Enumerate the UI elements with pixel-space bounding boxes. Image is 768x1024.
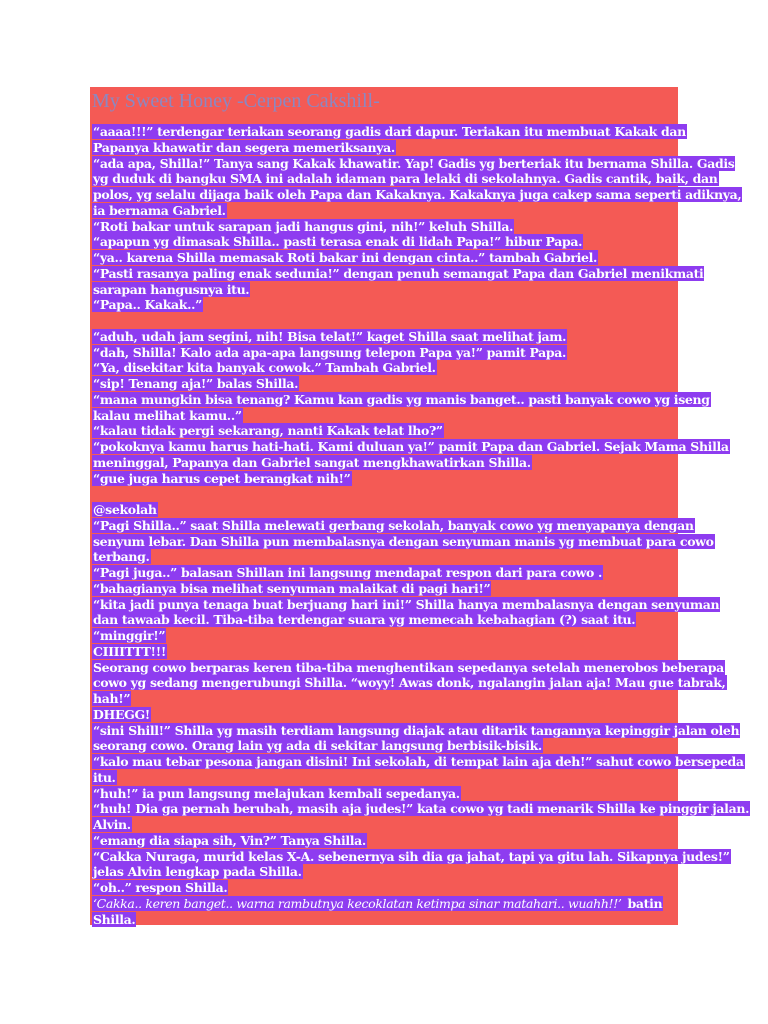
story-line <box>92 580 676 596</box>
story-line <box>92 722 740 738</box>
highlighted-text: senyum lebar. Dan Shilla pun membalasnya dengan senyuman manis yg membuat para cowo <box>93 533 714 549</box>
highlighted-text: “oh..” respon Shilla. <box>93 880 228 895</box>
paragraph-gap <box>92 485 676 501</box>
story-line <box>92 296 676 312</box>
story-line <box>92 218 676 234</box>
story-line <box>92 375 676 391</box>
highlighted-text: “mana mungkin bisa tenang? Kamu kan gadis yg manis banget.. pasti banyak cowo yg iseng <box>93 391 710 407</box>
highlighted-text: dan tawaab kecil. Tiba-tiba terdengar suara yg memecah kebahagian (?) saat itu. <box>93 612 636 628</box>
highlighted-text: “kita jadi punya tenaga buat berjuang hari ini!” Shilla hanya membalasnya dengan senyuman <box>93 596 720 612</box>
story-title: My Sweet Honey -Cerpen Cakshill- <box>92 90 380 112</box>
highlighted-text: itu. <box>93 769 116 785</box>
highlighted-text: “Pagi Shilla..” saat Shilla melewati gerbang sekolah, banyak cowo yg menyapanya dengan <box>93 517 694 533</box>
highlighted-text: “Papa.. Kakak..” <box>93 297 202 313</box>
highlighted-text: “aduh, udah jam segini, nih! Bisa telat!” kaget Shilla saat melihat jam. <box>93 328 567 344</box>
story-body <box>92 123 750 927</box>
story-line <box>92 863 676 879</box>
highlighted-text: cowo yg sedang mengerubungi Shilla. “woyy! Awas donk, ngalangin jalan aja! Mau gue tabrak, <box>93 675 726 691</box>
story-line <box>92 548 676 564</box>
highlighted-text: “apapun yg dimasak Shilla.. pasti terasa enak di lidah Papa!” hibur Papa. <box>93 234 583 250</box>
story-line <box>92 879 676 895</box>
thought-attribution: batin <box>623 895 663 911</box>
highlighted-text: “ada apa, Shilla!” Tanya sang Kakak khawatir. Yap! Gadis yg berteriak itu bernama Shilla. Gadis <box>93 155 735 171</box>
story-line <box>92 501 676 517</box>
highlighted-text: DHEGG! <box>93 706 150 722</box>
story-line <box>92 737 676 753</box>
story-line <box>92 344 676 360</box>
highlighted-text: “emang dia siapa sih, Vin?” Tanya Shilla. <box>93 832 366 848</box>
highlighted-text: “pokoknya kamu harus hati-hati. Kami duluan ya!” pamit Papa dan Gabriel. Sejak Mama Shilla <box>93 439 729 454</box>
story-line <box>92 769 676 785</box>
highlighted-text: Seorang cowo berparas keren tiba-tiba menghentikan sepedanya setelah menerobos beberapa <box>93 659 724 675</box>
highlighted-text: meninggal, Papanya dan Gabriel sangat mengkhawatirkan Shilla. <box>93 454 531 470</box>
highlighted-text: terbang. <box>93 549 150 565</box>
story-line <box>92 233 676 249</box>
story-line <box>92 533 714 549</box>
highlighted-text: “aaaa!!!” terdengar teriakan seorang gadis dari dapur. Teriakan itu membuat Kakak dan <box>93 124 686 139</box>
highlighted-text: “sini Shill!” Shilla yg masih terdiam langsung diajak atau ditarik tangannya kepinggir jalan oleh <box>93 722 740 738</box>
story-line <box>92 186 742 202</box>
highlighted-text: jelas Alvin lengkap pada Shilla. <box>93 864 302 880</box>
highlighted-text: “sip! Tenang aja!” balas Shilla. <box>93 376 299 391</box>
story-line <box>92 611 676 627</box>
highlighted-text: “huh! Dia ga pernah berubah, masih aja judes!” kata cowo yg tadi menarik Shilla ke pinggir jalan. <box>93 801 750 817</box>
paragraph-gap <box>92 312 676 328</box>
highlighted-text: “Pasti rasanya paling enak sedunia!” dengan penuh semangat Papa dan Gabriel menikmati <box>93 265 704 281</box>
story-line-thought <box>92 895 676 911</box>
story-line <box>92 281 676 297</box>
story-line <box>92 438 729 454</box>
highlighted-text: “dah, Shilla! Kalo ada apa-apa langsung telepon Papa ya!” pamit Papa. <box>93 344 567 360</box>
story-line <box>92 265 704 281</box>
highlighted-text: CIIIITTT!!! <box>93 643 166 659</box>
story-line <box>92 139 676 155</box>
highlighted-text: ia bernama Gabriel. <box>93 202 226 218</box>
highlighted-text: “Roti bakar untuk sarapan jadi hangus gini, nih!” keluh Shilla. <box>93 218 514 234</box>
story-line <box>92 564 676 580</box>
highlighted-text: “Ya, disekitar kita banyak cowok.” Tambah Gabriel. <box>93 360 436 376</box>
highlighted-text: sarapan hangusnya itu. <box>93 281 250 297</box>
highlighted-text: kalau melihat kamu..” <box>93 407 242 423</box>
story-line <box>92 800 750 817</box>
story-line <box>92 155 735 171</box>
story-line <box>92 170 718 187</box>
story-line <box>92 596 720 612</box>
story-line <box>92 202 676 218</box>
thought-text: ‘Cakka.. keren banget.. warna rambutnya kecoklatan ketimpa sinar matahari.. wuahh!!’ <box>93 895 622 911</box>
story-line <box>92 690 676 706</box>
highlighted-text: “Cakka Nuraga, murid kelas X-A. sebenernya sih dia ga jahat, tapi ya gitu lah. Sikapnya judes!” <box>93 848 730 864</box>
story-line <box>92 359 676 375</box>
story-line <box>92 249 676 265</box>
highlighted-text: “Pagi juga..” balasan Shillan ini langsung mendapat respon dari para cowo . <box>93 565 603 580</box>
story-line <box>92 454 676 470</box>
story-line <box>92 706 676 722</box>
highlighted-text: Papanya khawatir dan segera memeriksanya. <box>93 139 395 155</box>
story-line <box>92 391 710 407</box>
story-line <box>92 123 686 139</box>
highlighted-text: “kalau tidak pergi sekarang, nanti Kakak telat lho?” <box>93 423 443 439</box>
story-line <box>92 816 676 832</box>
highlighted-text: yg duduk di bangku SMA ini adalah idaman para lelaki di sekolahnya. Gadis cantik, baik, dan <box>93 171 718 187</box>
highlighted-text: polos, yg selalu dijaga baik oleh Papa dan Kakaknya. Kakaknya juga cakep sama seperti adiknya, <box>93 187 742 202</box>
story-line <box>92 407 676 423</box>
highlighted-text: Alvin. <box>93 817 131 832</box>
highlighted-text: hah!” <box>93 691 131 706</box>
highlighted-text: “minggir!” <box>93 628 166 643</box>
highlighted-text: “ya.. karena Shilla memasak Roti bakar ini dengan cinta..” tambah Gabriel. <box>93 250 597 265</box>
highlighted-text: “huh!” ia pun langsung melajukan kembali sepedanya. <box>93 785 460 801</box>
highlighted-text: seorang cowo. Orang lain yg ada di sekitar langsung berbisik-bisik. <box>93 738 542 754</box>
story-line <box>92 627 676 643</box>
story-line <box>92 753 744 769</box>
story-line <box>92 848 730 864</box>
story-line <box>92 422 676 438</box>
document-page <box>90 87 750 927</box>
highlighted-text: @sekolah <box>93 502 157 517</box>
story-line <box>92 659 724 675</box>
story-line <box>92 911 676 927</box>
story-line <box>92 832 676 848</box>
highlighted-text: Shilla. <box>93 911 136 927</box>
highlighted-text: “gue juga harus cepet berangkat nih!” <box>93 470 351 486</box>
story-line <box>92 470 676 486</box>
story-line <box>92 517 694 533</box>
highlighted-text: “bahagianya bisa melihat senyuman malaikat di pagi hari!” <box>93 580 491 596</box>
story-line <box>92 328 676 344</box>
story-line <box>92 643 676 659</box>
story-line <box>92 785 676 801</box>
story-line <box>92 674 726 691</box>
document-content <box>92 89 750 927</box>
highlighted-text: “kalo mau tebar pesona jangan disini! Ini sekolah, di tempat lain aja deh!” sahut cowo bersepeda <box>93 754 744 769</box>
